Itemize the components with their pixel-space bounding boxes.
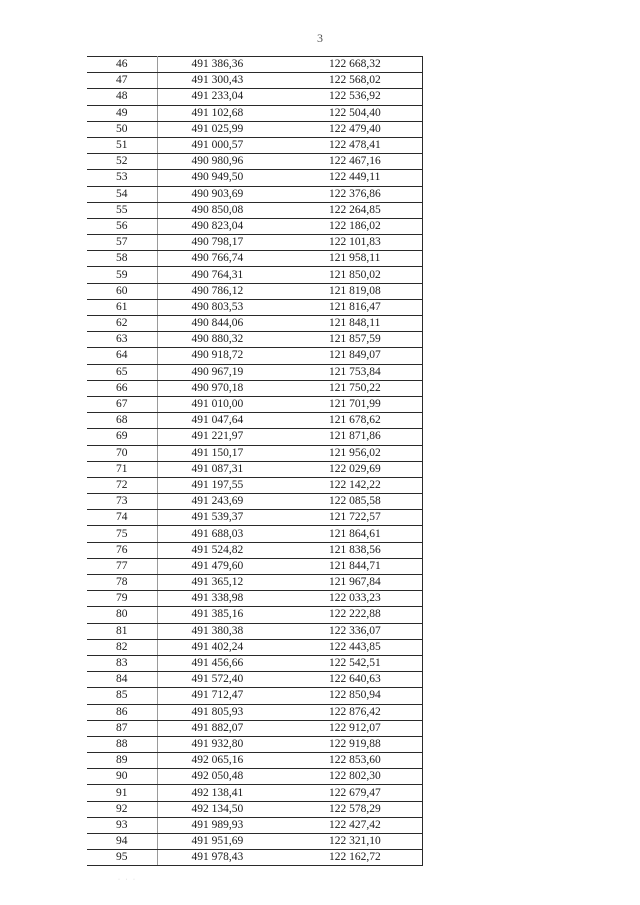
x-coordinate-cell: 491 572,40 bbox=[157, 672, 287, 688]
point-number-cell: 73 bbox=[87, 494, 157, 510]
y-coordinate-cell: 122 853,60 bbox=[287, 753, 422, 769]
point-number-cell: 75 bbox=[87, 526, 157, 542]
x-coordinate-cell: 490 764,31 bbox=[157, 267, 287, 283]
table-row bbox=[87, 413, 422, 429]
table-row bbox=[87, 186, 422, 202]
x-coordinate-cell: 490 798,17 bbox=[157, 235, 287, 251]
x-coordinate-cell: 491 385,16 bbox=[157, 607, 287, 623]
point-number-cell: 57 bbox=[87, 235, 157, 251]
table-row bbox=[87, 235, 422, 251]
x-coordinate-cell: 491 989,93 bbox=[157, 817, 287, 833]
y-coordinate-cell: 121 864,61 bbox=[287, 526, 422, 542]
x-coordinate-cell: 490 970,18 bbox=[157, 380, 287, 396]
point-number-cell: 93 bbox=[87, 817, 157, 833]
point-number-cell: 59 bbox=[87, 267, 157, 283]
table-row bbox=[87, 137, 422, 153]
table-row bbox=[87, 510, 422, 526]
table-row bbox=[87, 154, 422, 170]
table-row bbox=[87, 785, 422, 801]
y-coordinate-cell: 121 722,57 bbox=[287, 510, 422, 526]
y-coordinate-cell: 121 819,08 bbox=[287, 283, 422, 299]
point-number-cell: 65 bbox=[87, 364, 157, 380]
y-coordinate-cell: 122 479,40 bbox=[287, 121, 422, 137]
point-number-cell: 88 bbox=[87, 736, 157, 752]
table-row bbox=[87, 170, 422, 186]
x-coordinate-cell: 491 456,66 bbox=[157, 655, 287, 671]
x-coordinate-cell: 492 050,48 bbox=[157, 769, 287, 785]
point-number-cell: 92 bbox=[87, 801, 157, 817]
point-number-cell: 56 bbox=[87, 218, 157, 234]
y-coordinate-cell: 122 668,32 bbox=[287, 57, 422, 73]
point-number-cell: 86 bbox=[87, 704, 157, 720]
y-coordinate-cell: 122 336,07 bbox=[287, 623, 422, 639]
y-coordinate-cell: 122 876,42 bbox=[287, 704, 422, 720]
y-coordinate-cell: 122 222,88 bbox=[287, 607, 422, 623]
table-row bbox=[87, 429, 422, 445]
x-coordinate-cell: 491 479,60 bbox=[157, 558, 287, 574]
y-coordinate-cell: 121 816,47 bbox=[287, 299, 422, 315]
y-coordinate-cell: 122 679,47 bbox=[287, 785, 422, 801]
point-number-cell: 54 bbox=[87, 186, 157, 202]
x-coordinate-cell: 490 786,12 bbox=[157, 283, 287, 299]
table-row bbox=[87, 73, 422, 89]
x-coordinate-cell: 491 805,93 bbox=[157, 704, 287, 720]
x-coordinate-cell: 491 025,99 bbox=[157, 121, 287, 137]
point-number-cell: 58 bbox=[87, 251, 157, 267]
x-coordinate-cell: 491 712,47 bbox=[157, 688, 287, 704]
point-number-cell: 80 bbox=[87, 607, 157, 623]
y-coordinate-cell: 121 967,84 bbox=[287, 575, 422, 591]
y-coordinate-cell: 122 029,69 bbox=[287, 461, 422, 477]
table-row bbox=[87, 623, 422, 639]
x-coordinate-cell: 490 766,74 bbox=[157, 251, 287, 267]
x-coordinate-cell: 492 134,50 bbox=[157, 801, 287, 817]
y-coordinate-cell: 122 542,51 bbox=[287, 655, 422, 671]
x-coordinate-cell: 491 365,12 bbox=[157, 575, 287, 591]
coordinates-table-body bbox=[87, 57, 422, 866]
point-number-cell: 71 bbox=[87, 461, 157, 477]
table-row bbox=[87, 834, 422, 850]
x-coordinate-cell: 491 380,38 bbox=[157, 623, 287, 639]
point-number-cell: 89 bbox=[87, 753, 157, 769]
y-coordinate-cell: 122 376,86 bbox=[287, 186, 422, 202]
point-number-cell: 82 bbox=[87, 639, 157, 655]
x-coordinate-cell: 490 967,19 bbox=[157, 364, 287, 380]
table-row bbox=[87, 202, 422, 218]
y-coordinate-cell: 122 264,85 bbox=[287, 202, 422, 218]
point-number-cell: 46 bbox=[87, 57, 157, 73]
point-number-cell: 87 bbox=[87, 720, 157, 736]
point-number-cell: 94 bbox=[87, 834, 157, 850]
scan-artifact-mark: · · · bbox=[118, 877, 137, 883]
table-row bbox=[87, 364, 422, 380]
point-number-cell: 95 bbox=[87, 850, 157, 866]
point-number-cell: 76 bbox=[87, 542, 157, 558]
x-coordinate-cell: 491 539,37 bbox=[157, 510, 287, 526]
y-coordinate-cell: 121 848,11 bbox=[287, 316, 422, 332]
point-number-cell: 48 bbox=[87, 89, 157, 105]
point-number-cell: 70 bbox=[87, 445, 157, 461]
y-coordinate-cell: 121 701,99 bbox=[287, 396, 422, 412]
point-number-cell: 68 bbox=[87, 413, 157, 429]
table-row bbox=[87, 769, 422, 785]
y-coordinate-cell: 121 753,84 bbox=[287, 364, 422, 380]
table-row bbox=[87, 526, 422, 542]
table-row bbox=[87, 591, 422, 607]
y-coordinate-cell: 122 578,29 bbox=[287, 801, 422, 817]
y-coordinate-cell: 121 838,56 bbox=[287, 542, 422, 558]
y-coordinate-cell: 122 085,58 bbox=[287, 494, 422, 510]
y-coordinate-cell: 121 849,07 bbox=[287, 348, 422, 364]
point-number-cell: 49 bbox=[87, 105, 157, 121]
table-row bbox=[87, 477, 422, 493]
x-coordinate-cell: 491 150,17 bbox=[157, 445, 287, 461]
table-row bbox=[87, 121, 422, 137]
x-coordinate-cell: 491 951,69 bbox=[157, 834, 287, 850]
point-number-cell: 60 bbox=[87, 283, 157, 299]
table-row bbox=[87, 445, 422, 461]
table-row bbox=[87, 461, 422, 477]
table-row bbox=[87, 218, 422, 234]
y-coordinate-cell: 121 857,59 bbox=[287, 332, 422, 348]
x-coordinate-cell: 490 903,69 bbox=[157, 186, 287, 202]
table-row bbox=[87, 299, 422, 315]
table-row bbox=[87, 850, 422, 866]
table-row bbox=[87, 575, 422, 591]
y-coordinate-cell: 122 568,02 bbox=[287, 73, 422, 89]
table-row bbox=[87, 316, 422, 332]
x-coordinate-cell: 490 844,06 bbox=[157, 316, 287, 332]
table-row bbox=[87, 57, 422, 73]
point-number-cell: 63 bbox=[87, 332, 157, 348]
table-row bbox=[87, 105, 422, 121]
y-coordinate-cell: 122 321,10 bbox=[287, 834, 422, 850]
page-number: 3 bbox=[317, 31, 323, 45]
x-coordinate-cell: 491 087,31 bbox=[157, 461, 287, 477]
table-row bbox=[87, 542, 422, 558]
x-coordinate-cell: 490 823,04 bbox=[157, 218, 287, 234]
x-coordinate-cell: 491 402,24 bbox=[157, 639, 287, 655]
point-number-cell: 67 bbox=[87, 396, 157, 412]
table-row bbox=[87, 283, 422, 299]
x-coordinate-cell: 490 918,72 bbox=[157, 348, 287, 364]
x-coordinate-cell: 491 688,03 bbox=[157, 526, 287, 542]
x-coordinate-cell: 490 880,32 bbox=[157, 332, 287, 348]
x-coordinate-cell: 491 243,69 bbox=[157, 494, 287, 510]
x-coordinate-cell: 491 010,00 bbox=[157, 396, 287, 412]
point-number-cell: 62 bbox=[87, 316, 157, 332]
x-coordinate-cell: 492 065,16 bbox=[157, 753, 287, 769]
y-coordinate-cell: 122 478,41 bbox=[287, 137, 422, 153]
y-coordinate-cell: 121 750,22 bbox=[287, 380, 422, 396]
point-number-cell: 81 bbox=[87, 623, 157, 639]
point-number-cell: 53 bbox=[87, 170, 157, 186]
point-number-cell: 64 bbox=[87, 348, 157, 364]
coordinates-table-container bbox=[87, 56, 422, 866]
x-coordinate-cell: 491 221,97 bbox=[157, 429, 287, 445]
table-row bbox=[87, 494, 422, 510]
table-row bbox=[87, 688, 422, 704]
y-coordinate-cell: 122 640,63 bbox=[287, 672, 422, 688]
table-row bbox=[87, 380, 422, 396]
table-row bbox=[87, 607, 422, 623]
y-coordinate-cell: 122 033,23 bbox=[287, 591, 422, 607]
y-coordinate-cell: 122 142,22 bbox=[287, 477, 422, 493]
point-number-cell: 52 bbox=[87, 154, 157, 170]
table-row bbox=[87, 267, 422, 283]
point-number-cell: 69 bbox=[87, 429, 157, 445]
point-number-cell: 47 bbox=[87, 73, 157, 89]
y-coordinate-cell: 122 449,11 bbox=[287, 170, 422, 186]
x-coordinate-cell: 491 932,80 bbox=[157, 736, 287, 752]
point-number-cell: 91 bbox=[87, 785, 157, 801]
table-row bbox=[87, 704, 422, 720]
y-coordinate-cell: 122 536,92 bbox=[287, 89, 422, 105]
table-row bbox=[87, 639, 422, 655]
point-number-cell: 61 bbox=[87, 299, 157, 315]
y-coordinate-cell: 122 504,40 bbox=[287, 105, 422, 121]
table-row bbox=[87, 753, 422, 769]
table-row bbox=[87, 89, 422, 105]
y-coordinate-cell: 121 678,62 bbox=[287, 413, 422, 429]
y-coordinate-cell: 122 101,83 bbox=[287, 235, 422, 251]
table-row bbox=[87, 251, 422, 267]
point-number-cell: 77 bbox=[87, 558, 157, 574]
coordinates-table bbox=[87, 56, 423, 866]
point-number-cell: 50 bbox=[87, 121, 157, 137]
y-coordinate-cell: 122 802,30 bbox=[287, 769, 422, 785]
point-number-cell: 78 bbox=[87, 575, 157, 591]
table-row bbox=[87, 801, 422, 817]
y-coordinate-cell: 122 850,94 bbox=[287, 688, 422, 704]
x-coordinate-cell: 490 980,96 bbox=[157, 154, 287, 170]
point-number-cell: 72 bbox=[87, 477, 157, 493]
y-coordinate-cell: 121 844,71 bbox=[287, 558, 422, 574]
x-coordinate-cell: 491 524,82 bbox=[157, 542, 287, 558]
point-number-cell: 85 bbox=[87, 688, 157, 704]
y-coordinate-cell: 122 427,42 bbox=[287, 817, 422, 833]
y-coordinate-cell: 122 186,02 bbox=[287, 218, 422, 234]
point-number-cell: 79 bbox=[87, 591, 157, 607]
x-coordinate-cell: 490 850,08 bbox=[157, 202, 287, 218]
table-row bbox=[87, 720, 422, 736]
point-number-cell: 84 bbox=[87, 672, 157, 688]
table-row bbox=[87, 396, 422, 412]
table-row bbox=[87, 672, 422, 688]
point-number-cell: 74 bbox=[87, 510, 157, 526]
y-coordinate-cell: 122 443,85 bbox=[287, 639, 422, 655]
x-coordinate-cell: 491 197,55 bbox=[157, 477, 287, 493]
x-coordinate-cell: 491 233,04 bbox=[157, 89, 287, 105]
point-number-cell: 66 bbox=[87, 380, 157, 396]
x-coordinate-cell: 491 102,68 bbox=[157, 105, 287, 121]
point-number-cell: 90 bbox=[87, 769, 157, 785]
y-coordinate-cell: 121 956,02 bbox=[287, 445, 422, 461]
x-coordinate-cell: 490 803,53 bbox=[157, 299, 287, 315]
x-coordinate-cell: 491 978,43 bbox=[157, 850, 287, 866]
x-coordinate-cell: 491 882,07 bbox=[157, 720, 287, 736]
table-row bbox=[87, 817, 422, 833]
point-number-cell: 51 bbox=[87, 137, 157, 153]
table-row bbox=[87, 736, 422, 752]
point-number-cell: 83 bbox=[87, 655, 157, 671]
x-coordinate-cell: 491 386,36 bbox=[157, 57, 287, 73]
table-row bbox=[87, 332, 422, 348]
y-coordinate-cell: 122 467,16 bbox=[287, 154, 422, 170]
table-row bbox=[87, 655, 422, 671]
x-coordinate-cell: 491 338,98 bbox=[157, 591, 287, 607]
y-coordinate-cell: 122 919,88 bbox=[287, 736, 422, 752]
y-coordinate-cell: 122 162,72 bbox=[287, 850, 422, 866]
x-coordinate-cell: 490 949,50 bbox=[157, 170, 287, 186]
point-number-cell: 55 bbox=[87, 202, 157, 218]
x-coordinate-cell: 491 047,64 bbox=[157, 413, 287, 429]
table-row bbox=[87, 348, 422, 364]
x-coordinate-cell: 492 138,41 bbox=[157, 785, 287, 801]
y-coordinate-cell: 122 912,07 bbox=[287, 720, 422, 736]
y-coordinate-cell: 121 850,02 bbox=[287, 267, 422, 283]
y-coordinate-cell: 121 871,86 bbox=[287, 429, 422, 445]
x-coordinate-cell: 491 300,43 bbox=[157, 73, 287, 89]
x-coordinate-cell: 491 000,57 bbox=[157, 137, 287, 153]
table-row bbox=[87, 558, 422, 574]
y-coordinate-cell: 121 958,11 bbox=[287, 251, 422, 267]
